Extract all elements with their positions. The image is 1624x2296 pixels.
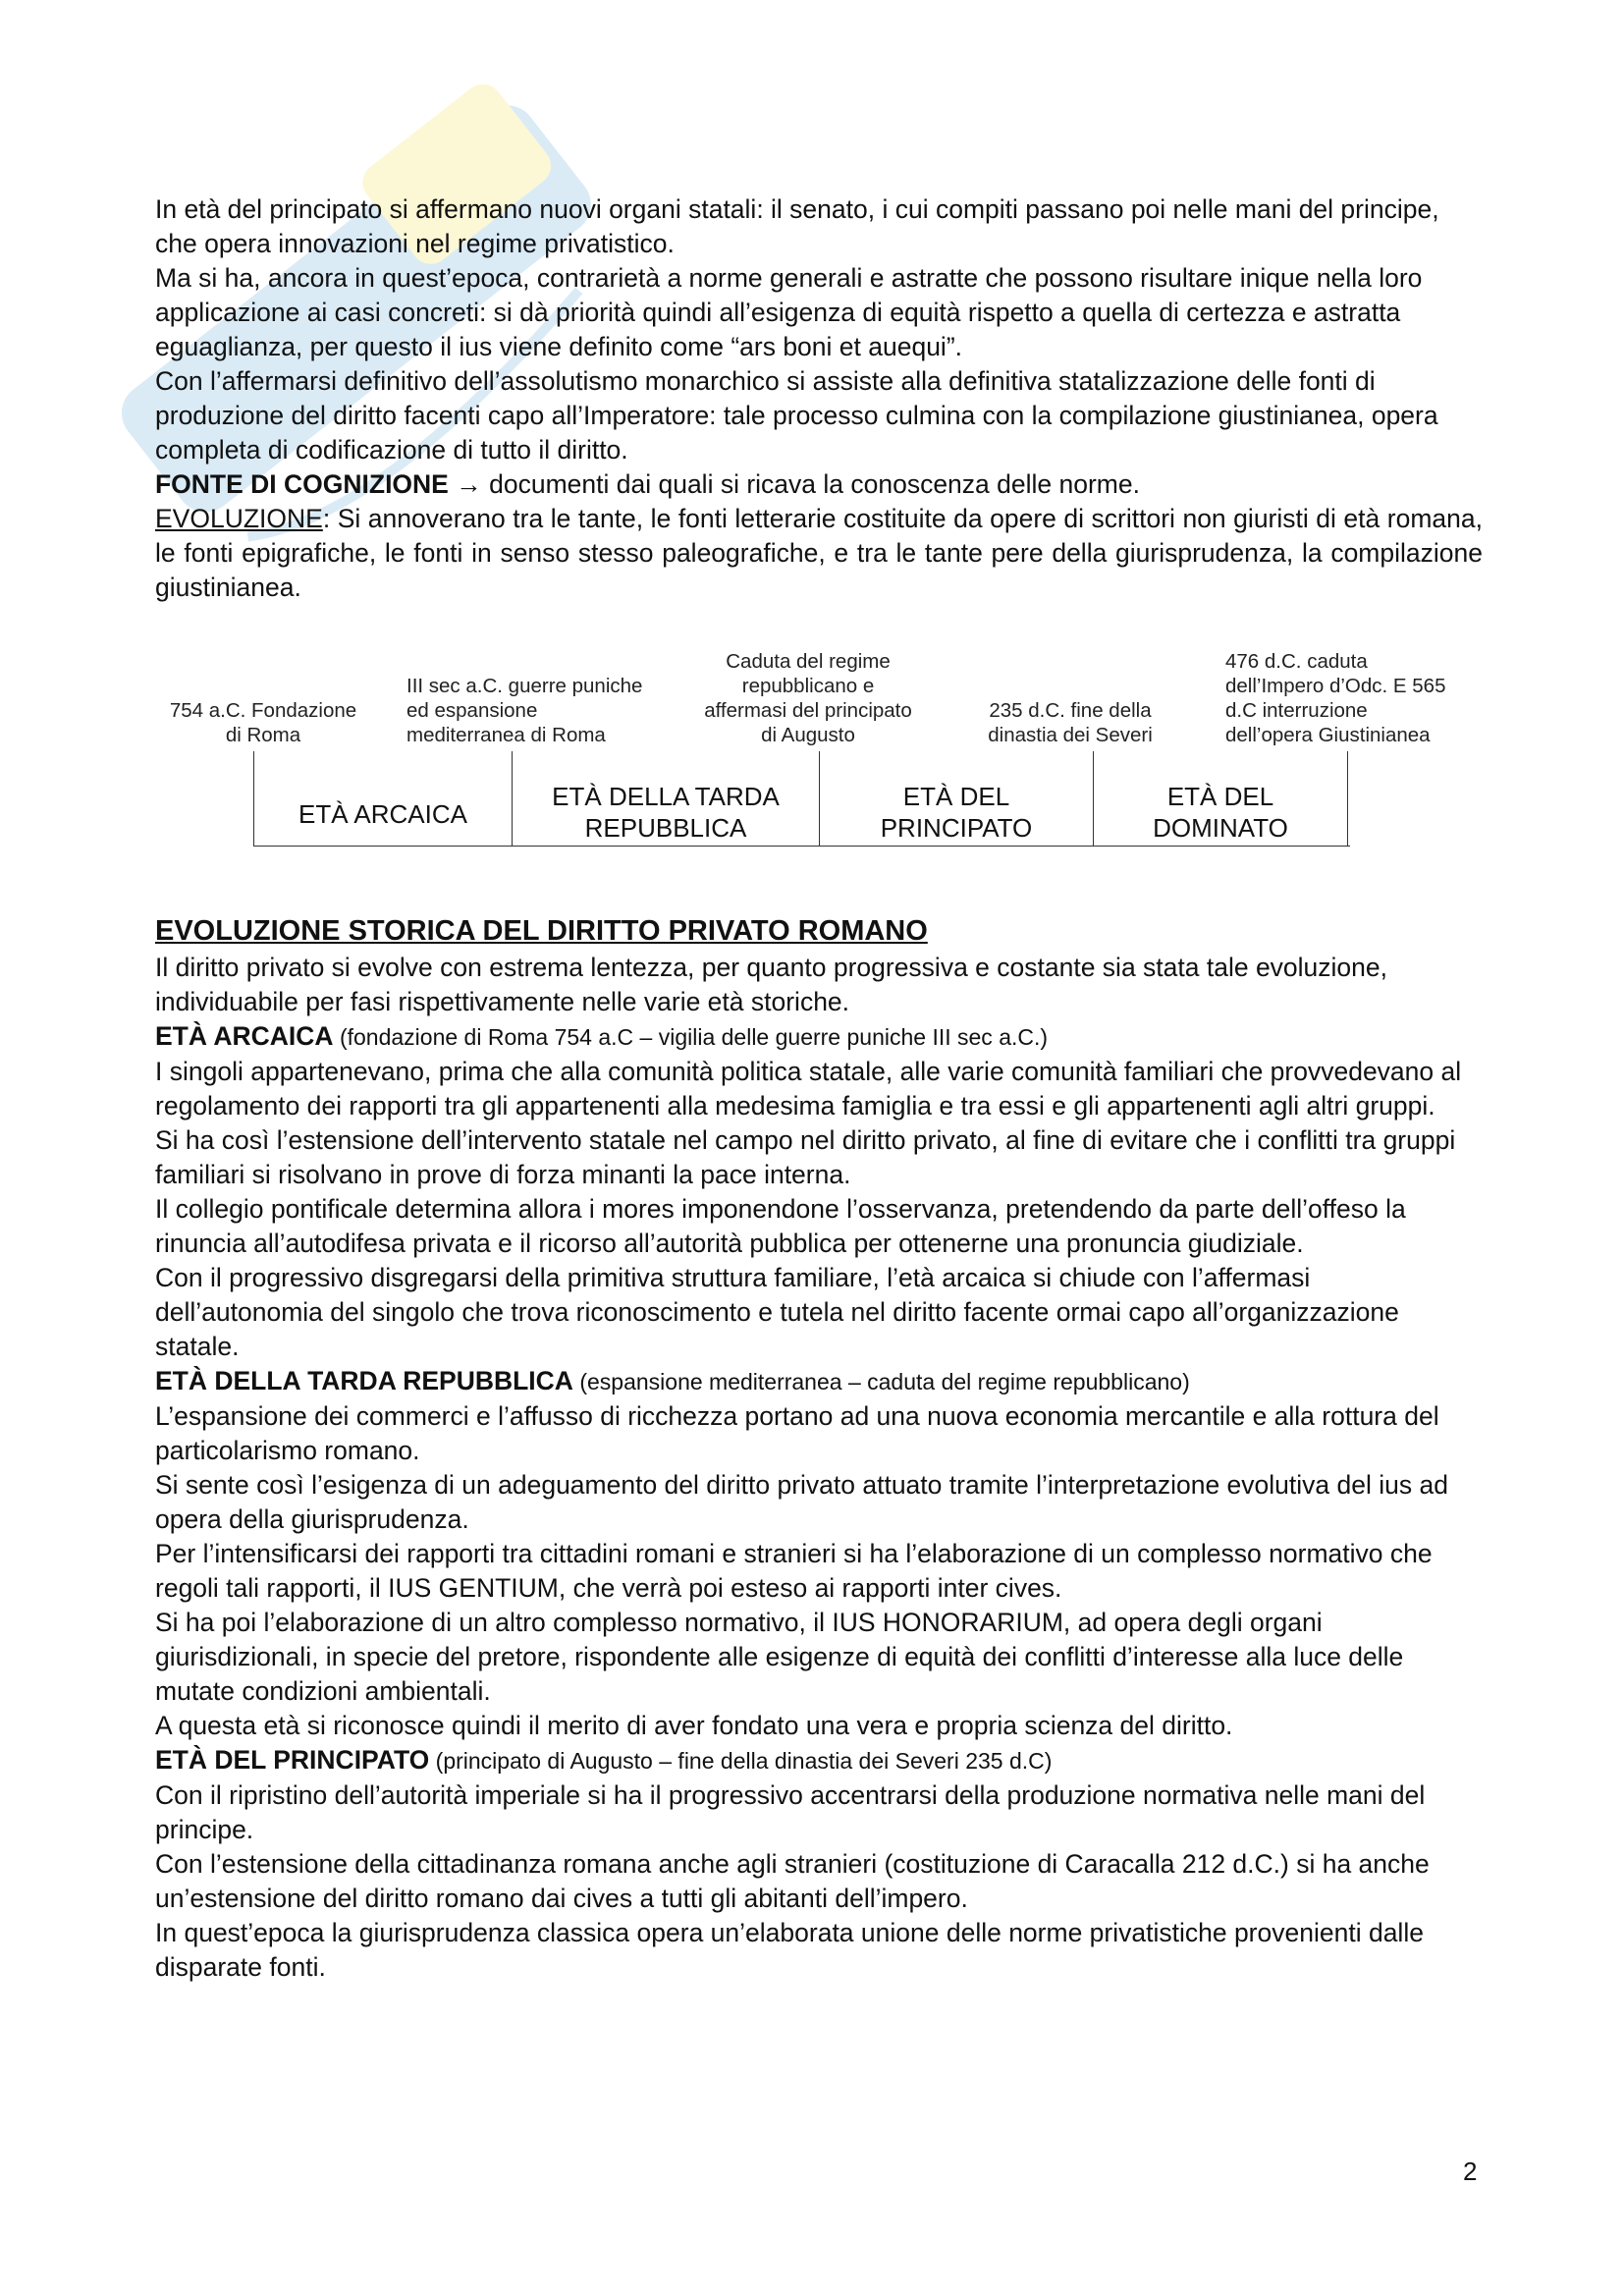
intro-paragraph-2: Ma si ha, ancora in quest’epoca, contrarietà a norme generali e astratte che possono risultare inique nella loro applicazione ai casi concreti: si dà priorità quindi all’esigenza di equità rispetto a quella di certezza e astratta eguaglianza, per questo il ius viene definito come “ars boni et auequi”. bbox=[155, 263, 1423, 361]
principato-paragraph-2: Con l’estensione della cittadinanza romana anche agli stranieri (costituzione di Caracalla 212 d.C.) si ha anche un’estensione del diritto romano dai cives a tutti gli abitanti dell’impero. bbox=[155, 1849, 1430, 1913]
arrow-right-icon: → bbox=[456, 469, 482, 499]
page-number: 2 bbox=[1463, 2157, 1478, 2186]
intro-paragraph-1: In età del principato si affermano nuovi organi statali: il senato, i cui compiti passano poi nelle mani del principe, che opera innovazioni nel regime privatistico. bbox=[155, 194, 1439, 258]
fonte-text: documenti dai quali si ricava la conoscenza delle norme. bbox=[481, 469, 1140, 499]
principato-heading: ETÀ DEL PRINCIPATO (principato di Augusto – fine della dinastia dei Severi 235 d.C) bbox=[155, 1745, 1053, 1775]
evoluzione-label: EVOLUZIONE bbox=[155, 504, 323, 533]
repubblica-paragraph-1: L’espansione dei commerci e l’affusso di ricchezza portano ad una nuova economia mercantile e alla rottura del particolarismo romano. bbox=[155, 1401, 1439, 1465]
repubblica-paragraph-5: A questa età si riconosce quindi il merito di aver fondato una vera e propria scienza del diritto. bbox=[155, 1711, 1233, 1740]
repubblica-paragraph-4: Si ha poi l’elaborazione di un altro complesso normativo, il IUS HONORARIUM, ad opera degli organi giurisdizionali, in specie del pretore, rispondente alle esigenze di equità dei conflitti d’interesse alla luce delle mutate condizioni ambientali. bbox=[155, 1608, 1404, 1706]
repubblica-heading: ETÀ DELLA TARDA REPUBBLICA (espansione mediterranea – caduta del regime repubblicano) bbox=[155, 1366, 1190, 1395]
principato-paragraph-3: In quest’epoca la giurisprudenza classica opera un’elaborata unione delle norme privatistiche provenienti dalle disparate fonti. bbox=[155, 1918, 1424, 1982]
arcaica-paragraph-3: Il collegio pontificale determina allora i mores imponendone l’osservanza, pretendendo da parte dell’offeso la rinuncia all’autodifesa privata e il ricorso all’autorità pubblica per ottenerne una pronuncia giudiziale. bbox=[155, 1194, 1406, 1258]
intro-paragraph-3: Con l’affermarsi definitivo dell’assolutismo monarchico si assiste alla definitiva statalizzazione delle fonti di produzione del diritto facenti capo all’Imperatore: tale processo culmina con la compilazione giustinianea, opera completa di codificazione di tutto il diritto. bbox=[155, 366, 1438, 465]
timeline-event-1: 754 a.C. Fondazione di Roma bbox=[169, 699, 357, 746]
timeline-event-3: Caduta del regime repubblicano e affermasi del principato di Augusto bbox=[704, 650, 912, 746]
evoluzione-text: : Si annoverano tra le tante, le fonti letterarie costituite da opere di scrittori non giuristi di età romana, le fonti epigrafiche, le fonti in senso stesso paleografiche, e tra le tante pere della giurisprudenza, la compilazione giustinianea. bbox=[155, 504, 1483, 602]
principato-paragraph-1: Con il ripristino dell’autorità imperiale si ha il progressivo accentrarsi della produzione normativa nelle mani del principe. bbox=[155, 1780, 1426, 1844]
timeline-event-5: 476 d.C. caduta dell’Impero d’Odc. E 565 d.C interruzione dell’opera Giustinianea bbox=[1225, 650, 1446, 746]
timeline-event-2: III sec a.C. guerre puniche ed espansione mediterranea di Roma bbox=[406, 675, 643, 746]
period-arcaica: ETÀ ARCAICA bbox=[254, 751, 513, 846]
period-tarda-repubblica: ETÀ DELLA TARDA REPUBBLICA bbox=[513, 751, 820, 846]
section-title: EVOLUZIONE STORICA DEL DIRITTO PRIVATO ROMANO bbox=[155, 915, 928, 947]
intro-section bbox=[155, 192, 1483, 605]
section-intro: Il diritto privato si evolve con estrema lentezza, per quanto progressiva e costante sia stata tale evoluzione, individuabile per fasi rispettivamente nelle varie età storiche. bbox=[155, 953, 1388, 1016]
fonte-di-cognizione bbox=[155, 467, 1483, 502]
repubblica-paragraph-2: Si sente così l’esigenza di un adeguamento del diritto privato attuato tramite l’interpretazione evolutiva del ius ad opera della giurisprudenza. bbox=[155, 1470, 1448, 1534]
repubblica-paragraph-3: Per l’intensificarsi dei rapporti tra cittadini romani e stranieri si ha l’elaborazione di un complesso normativo che regoli tali rapporti, il IUS GENTIUM, che verrà poi esteso ai rapporti inter cives. bbox=[155, 1539, 1433, 1603]
arcaica-paragraph-1: I singoli appartenevano, prima che alla comunità politica statale, alle varie comunità familiari che provvedevano al regolamento dei rapporti tra gli appartenenti alla medesima famiglia e tra essi e gli appartenenti agli altri gruppi. bbox=[155, 1057, 1462, 1121]
timeline-event-4: 235 d.C. fine della dinastia dei Severi bbox=[988, 699, 1153, 746]
arcaica-paragraph-2: Si ha così l’estensione dell’intervento statale nel campo nel diritto privato, al fine di evitare che i conflitti tra gruppi familiari si risolvano in prove di forza minanti la pace interna. bbox=[155, 1125, 1456, 1189]
timeline-diagram bbox=[155, 643, 1510, 859]
fonte-label: FONTE DI COGNIZIONE bbox=[155, 469, 449, 499]
period-dominato: ETÀ DEL DOMINATO bbox=[1094, 751, 1348, 846]
historical-section bbox=[155, 913, 1483, 1985]
period-principato: ETÀ DEL PRINCIPATO bbox=[820, 751, 1094, 846]
evoluzione-paragraph bbox=[155, 502, 1483, 605]
arcaica-paragraph-4: Con il progressivo disgregarsi della primitiva struttura familiare, l’età arcaica si chiude con l’affermasi dell’autonomia del singolo che trova riconoscimento e tutela nel diritto facente ormai capo all’organizzazione statale. bbox=[155, 1263, 1399, 1361]
arcaica-heading: ETÀ ARCAICA (fondazione di Roma 754 a.C – vigilia delle guerre puniche III sec a.C.) bbox=[155, 1021, 1049, 1051]
timeline-periods bbox=[253, 751, 1350, 847]
